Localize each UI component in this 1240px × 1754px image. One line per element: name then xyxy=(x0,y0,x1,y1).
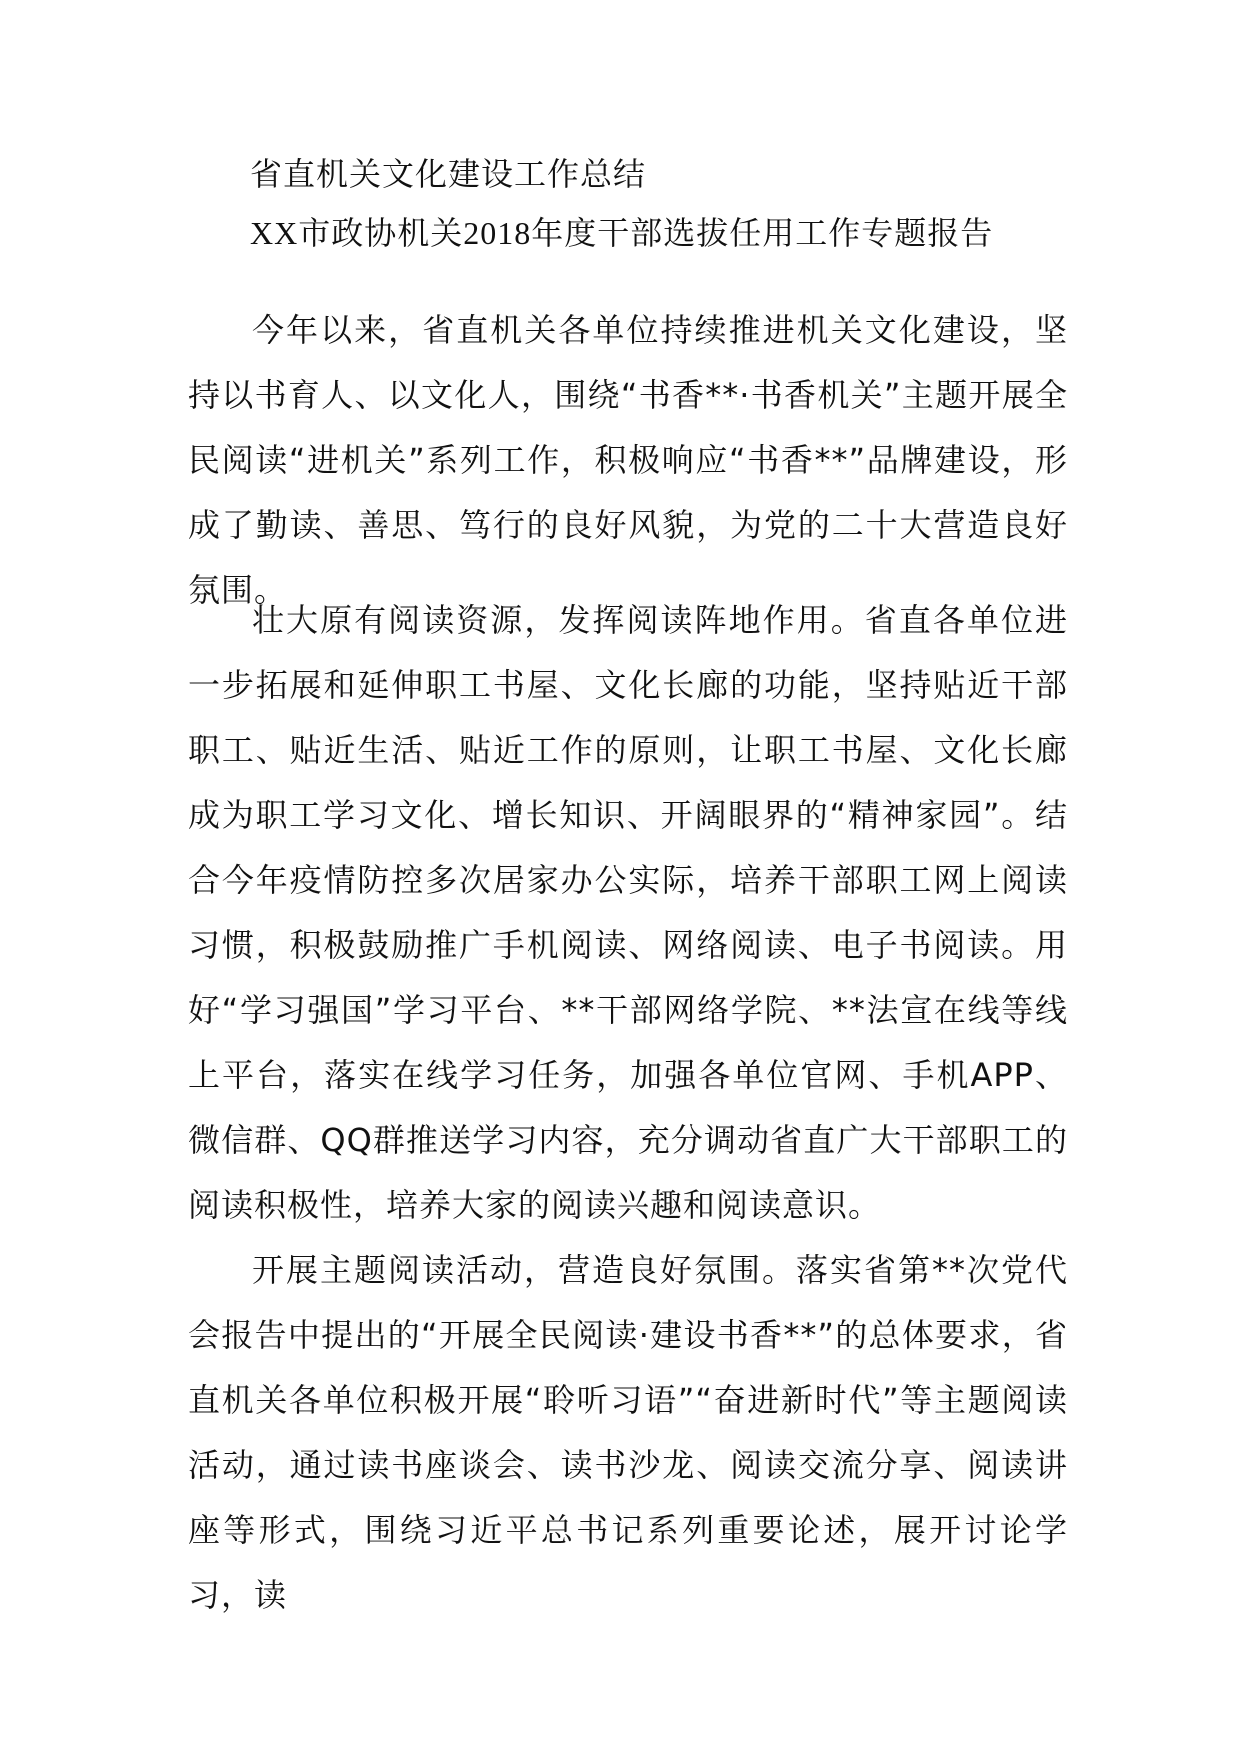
paragraph-text: 今年以来，省直机关各单位持续推进机关文化建设，坚持以书育人、以文化人，围绕“书香**·书香机关”主题开展全民阅读“进机关”系列工作，积极响应“书香**”品牌建设，形成了勤读、善思、笃行的良好风貌，为党的二十大营造良好氛围。 xyxy=(188,311,1068,609)
paragraph-text: 壮大原有阅读资源，发挥阅读阵地作用。省直各单位进一步拓展和延伸职工书屋、文化长廊的功能，坚持贴近干部职工、贴近生活、贴近工作的原则，让职工书屋、文化长廊成为职工学习文化、增长知识、开阔眼界的“精神家园”。结合今年疫情防控多次居家办公实际，培养干部职工网上阅读习惯，积极鼓励推广手机阅读、网络阅读、电子书阅读。用好“学习强国”学习平台、**干部网络学院、**法宣在线等线上平台，落实在线学习任务，加强各单位官网、手机APP、微信群、QQ群推送学习内容，充分调动省直广大干部职工的阅读积极性，培养大家的阅读兴趣和阅读意识。 xyxy=(188,601,1068,1224)
paragraph-theme-activities xyxy=(188,1238,1068,1628)
document-title: 省直机关文化建设工作总结 xyxy=(250,155,647,193)
paragraph-text: 开展主题阅读活动，营造良好氛围。落实省第**次党代会报告中提出的“开展全民阅读·建设书香**”的总体要求，省直机关各单位积极开展“聆听习语”“奋进新时代”等主题阅读活动，通过读书座谈会、读书沙龙、阅读交流分享、阅读讲座等形式，围绕习近平总书记系列重要论述，展开讨论学习，读 xyxy=(188,1251,1068,1614)
document-subtitle: XX市政协机关2018年度干部选拔任用工作专题报告 xyxy=(250,215,994,251)
paragraph-intro xyxy=(188,298,1068,623)
paragraph-reading-resources xyxy=(188,588,1068,1238)
